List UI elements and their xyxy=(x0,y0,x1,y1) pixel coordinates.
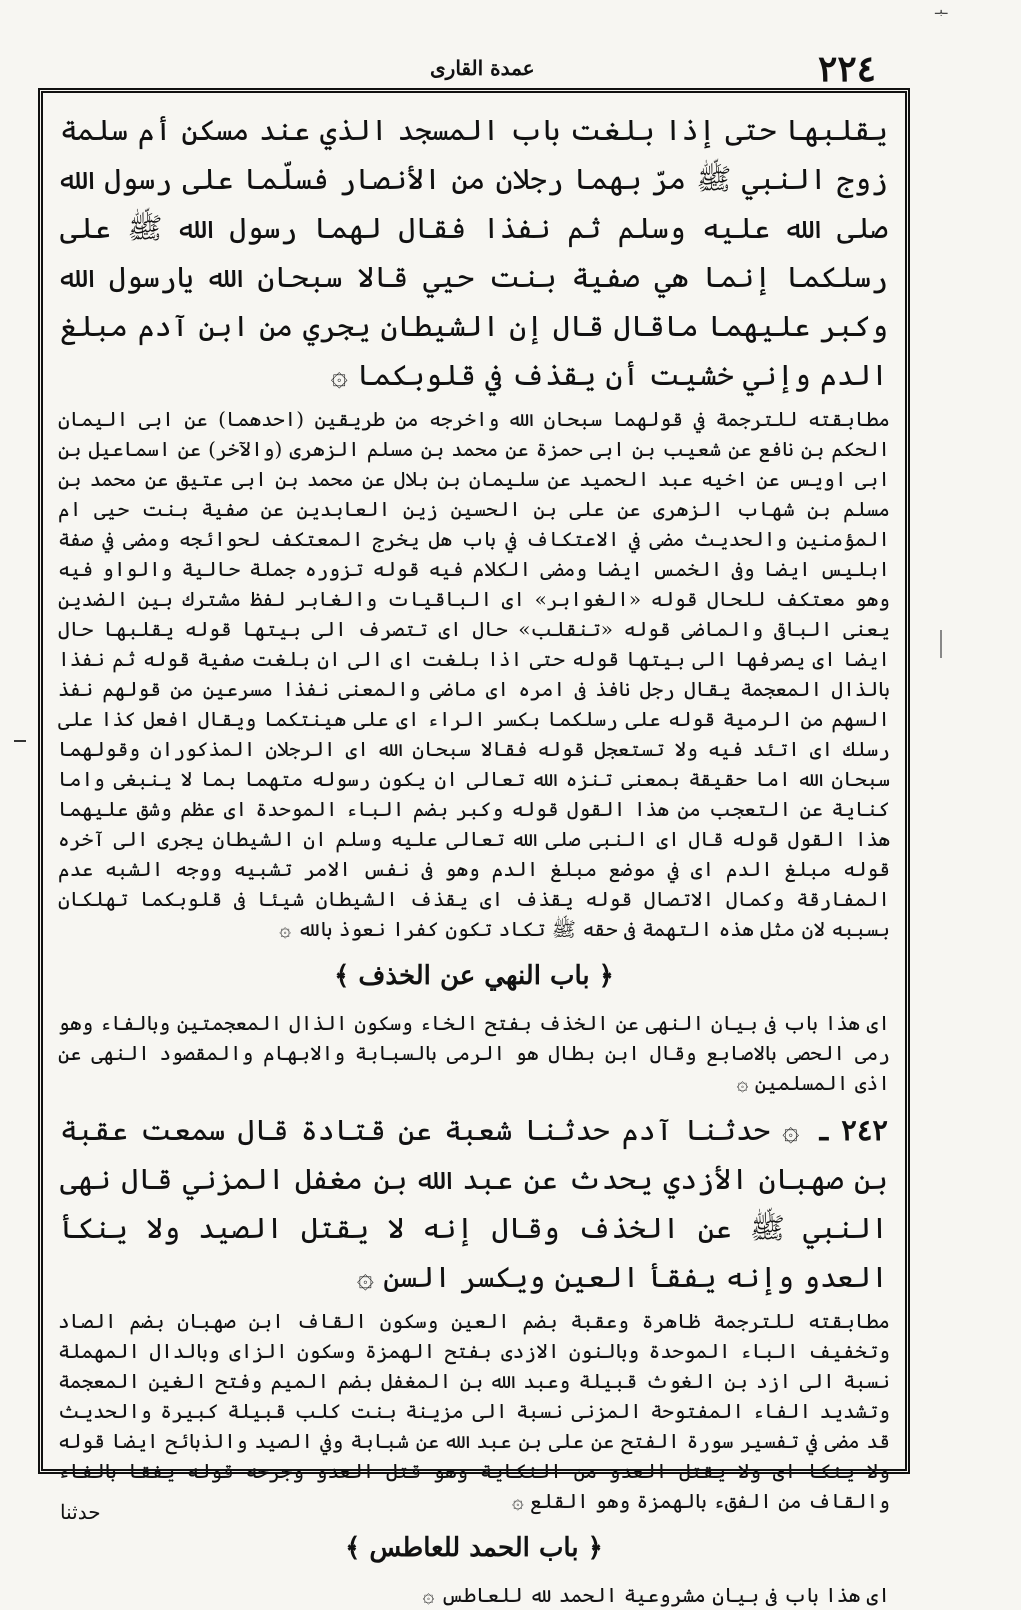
gutter-mark xyxy=(14,740,26,742)
page-body xyxy=(48,98,900,1610)
commentary-paragraph: اى هذا باب فى بيان النهى عن الخذف بفتح الخاء وسكون الذال المعجمتين وبالفاء وهو رمى الحصى بالاصابع وقال ابن بطال هو الرمى بالسبابة والابهام والمقصود النهى عن اذى المسلمين ۞ xyxy=(58,1011,890,1095)
hadith-text: يقلبها حتى إذا بلغت باب المسجد الذي عند مسكن أم سلمة زوج النبي ﷺ مرّ بهما رجلان من الأنصار فسلّما على رسول الله صلى الله عليه وسلم ثم نفذا فقال لهما رسول الله ﷺ على رسلكما إنما هي صفية بنت حيي قالا سبحان الله يارسول الله وكبر عليهما ماقال قال إن الشيطان يجري من ابن آدم مبلغ الدم وإني خشيت أن يقذف في قلوبكما ۞ xyxy=(60,113,888,392)
commentary-paragraph: اى هذا باب فى بيان مشروعية الحمد لله للعاطس ۞ xyxy=(422,1583,890,1607)
commentary-paragraph: مطابقته للترجمة ظاهرة وعقبة بضم العين وسكون القاف ابن صهبان بضم الصاد وتخفيف الباء الموحدة وبالنون الازدى بفتح الهمزة وسكون الزاى وبالدال المهملة نسبة الى ازد بن الغوث قبيلة وعبد الله بن المغفل بضم الميم وفتح الغين المعجمة وتشديد الفاء المفتوحة المزنى نسبة الى مزينة بنت كلب قبيلة كبيرة والحديث قد مضى في تفسير سورة الفتح عن على بن عبد الله عن شبابة وفي الصيد والذبائح ايضا قوله ولا ينكا اى ولا يقتل العدو من النكاية وهو قتل العدو وجرحه قوله يفقا بالفاء والقاف من الفقء بالهمزة وهو القلع ۞ xyxy=(58,1309,890,1513)
running-title: عمدة القاری xyxy=(430,56,535,80)
gutter-mark xyxy=(940,630,942,658)
page-header xyxy=(0,48,1021,88)
chapter-heading: ﴿ باب الحمد للعاطس ﴾ xyxy=(345,1533,603,1563)
hadith-number: ٢٤٢ ـ xyxy=(819,1113,889,1147)
hadith-text: ٢٤٢ ـ ۞ حدثنا آدم حدثنا شعبة عن قتادة قال سمعت عقبة بن صهبان الأزدي يحدث عن عبد الله بن مغفل المزني قال نهى النبي ﷺ عن الخذف وقال إنه لا يقتل الصيد ولا ينكأ العدو وإنه يفقأ العين ويكسر السن ۞ xyxy=(60,1113,889,1294)
commentary-paragraph: مطابقته للترجمة في قولهما سبحان الله واخرجه من طريقين (احدهما) عن ابى اليمان الحكم بن نافع عن شعيب بن ابى حمزة عن محمد بن مسلم الزهرى (والآخر) عن اسماعيل بن ابى اويس عن اخيه عبد الحميد عن سليمان بن بلال عن محمد بن ابى عتيق عن محمد بن مسلم بن شهاب الزهرى عن على بن الحسين زين العابدين عن صفية بنت حيى ام المؤمنين والحديث مضى في الاعتكاف في باب هل يخرج المعتكف لحوائجه ومضى في صفة ابليس ايضا وفى الخمس ايضا ومضى الكلام فيه قوله تزوره جملة حالية والواو فيه وهو معتكف للحال قوله «الغوابر» اى الباقيات والغابر لفظ مشترك بين الضدين يعنى الباقى والماضى قوله «تنقلب» حال اى تتصرف الى بيتها قوله يقلبها حال ايضا اى يصرفها الى بيتها قوله حتى اذا بلغت اى الى ان بلغت صفية قوله ثم نفذا بالذال المعجمة يقال رجل نافذ فى امره اى ماضى والمعنى نفذا مسرعين من قولهم نفذ السهم من الرمية قوله على رسلكما بكسر الراء اى على هينتكما ويقال افعل كذا على رسلك اى اتئد فيه ولا تستعجل قوله فقالا سبحان الله اى الرجلان المذكوران وقولهما سبحان الله اما حقيقة بمعنى تنزه الله تعالى ان يكون رسوله متهما بما لا ينبغى واما كناية عن التعجب من هذا القول قوله وكبر بضم الباء الموحدة اى عظم وشق عليهما هذا القول قوله قال اى النبى صلى الله تعالى عليه وسلم ان الشيطان يجرى الى آخره قوله مبلغ الدم اى في موضع مبلغ الدم وهو فى نفس الامر تشبيه ووجه الشبه عدم المفارقة وكمال الاتصال قوله يقذف اى يقذف الشيطان شيئا فى قلوبكما تهلكان بسببه لان مثل هذه التهمة فى حقه ﷺ تكاد تكون كفرا نعوذ بالله ۞ xyxy=(58,407,890,941)
page-number: ٢٢٤ xyxy=(817,48,876,90)
catchword: حدثنا xyxy=(60,1500,101,1524)
chapter-heading: ﴿ باب النهي عن الخذف ﴾ xyxy=(334,961,614,991)
corner-mark: ـبـ xyxy=(935,2,948,18)
